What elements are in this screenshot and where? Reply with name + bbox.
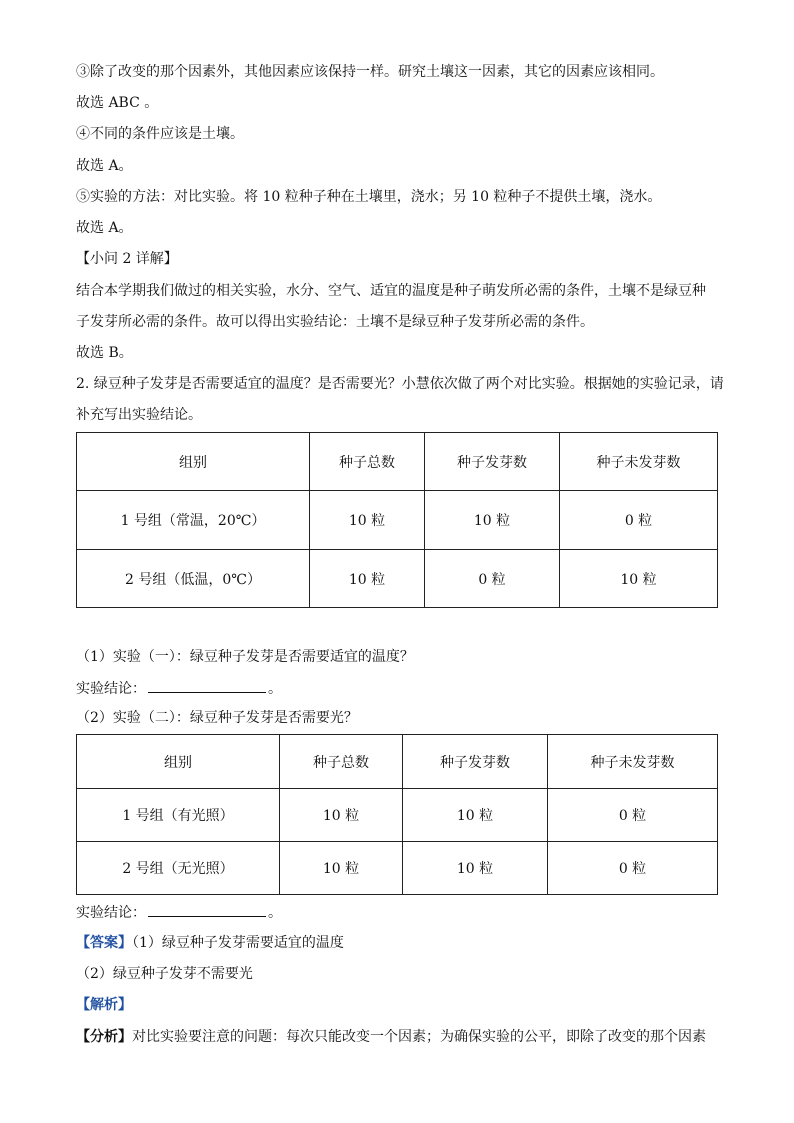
table-cell: 1 号组（常温，20℃）: [77, 491, 310, 550]
table-cell: 10 粒: [403, 842, 548, 895]
conclusion-line: [76, 678, 282, 699]
table-row: [77, 842, 718, 895]
table-cell: 0 粒: [548, 842, 718, 895]
table-header-cell: 种子总数: [280, 735, 403, 789]
conclusion-label: 实验结论：: [76, 681, 146, 697]
period: 。: [268, 681, 282, 697]
table-cell: 0 粒: [560, 491, 718, 550]
answer-blank[interactable]: [148, 902, 266, 917]
text-line: ④不同的条件应该是土壤。: [76, 126, 244, 142]
table-cell: 2 号组（无光照）: [77, 842, 280, 895]
table-cell: 10 粒: [425, 491, 560, 550]
analysis-line: [76, 1027, 706, 1047]
text-line: ⑤实验的方法：对比实验。将 10 粒种子种在土壤里，浇水；另 10 粒种子不提供土壤，浇水。: [76, 189, 662, 205]
table-header-row: [77, 735, 718, 789]
table-cell: 10 粒: [280, 842, 403, 895]
table-header-cell: 组别: [77, 735, 280, 789]
table-cell: 1 号组（有光照）: [77, 789, 280, 842]
answer-line: [76, 933, 344, 953]
period: 。: [268, 905, 282, 921]
table-row: [77, 550, 718, 608]
experiment-table-2: [76, 734, 718, 895]
conclusion-line: [76, 902, 282, 923]
fenxi-tag: 【分析】: [76, 1029, 132, 1045]
analysis-line: [76, 995, 132, 1015]
text-line: 故选 A。: [76, 158, 133, 174]
answer-tag: 【答案】: [76, 935, 132, 951]
table-cell: 10 粒: [280, 789, 403, 842]
table-header-cell: 种子未发芽数: [548, 735, 718, 789]
sub-question: （2）实验（二）：绿豆种子发芽是否需要光？: [76, 710, 358, 726]
table-header-cell: 种子总数: [310, 433, 425, 491]
table-cell: 10 粒: [310, 550, 425, 608]
question-text: 2. 绿豆种子发芽是否需要适宜的温度？是否需要光？小慧依次做了两个对比实验。根据她的实验记录，请: [76, 376, 724, 392]
table-cell: 2 号组（低温，0℃）: [77, 550, 310, 608]
table-header-cell: 种子发芽数: [425, 433, 560, 491]
conclusion-label: 实验结论：: [76, 905, 146, 921]
text-line: 子发芽所必需的条件。故可以得出实验结论：土壤不是绿豆种子发芽所必需的条件。: [76, 314, 594, 330]
answer-blank[interactable]: [148, 678, 266, 693]
table-header-row: [77, 433, 718, 491]
text-line: ③除了改变的那个因素外，其他因素应该保持一样。研究土壤这一因素，其它的因素应该相同。: [76, 64, 664, 80]
table-header-cell: 组别: [77, 433, 310, 491]
analysis-tag: 【解析】: [76, 997, 132, 1013]
table-cell: 10 粒: [560, 550, 718, 608]
text-line: 故选 A。: [76, 220, 133, 236]
answer-text: （2）绿豆种子发芽不需要光: [76, 966, 253, 982]
text-line: 结合本学期我们做过的相关实验，水分、空气、适宜的温度是种子萌发所必需的条件，土壤不是绿豆种: [76, 283, 706, 299]
question-text: 补充写出实验结论。: [76, 407, 202, 423]
table-header-cell: 种子发芽数: [403, 735, 548, 789]
experiment-table-1: [76, 432, 718, 608]
table-cell: 0 粒: [425, 550, 560, 608]
table-cell: 10 粒: [310, 491, 425, 550]
table-row: [77, 789, 718, 842]
sub-question: （1）实验（一）：绿豆种子发芽是否需要适宜的温度？: [76, 649, 414, 665]
table-cell: 0 粒: [548, 789, 718, 842]
text-line: 故选 B。: [76, 345, 133, 361]
table-cell: 10 粒: [403, 789, 548, 842]
table-header-cell: 种子未发芽数: [560, 433, 718, 491]
section-heading: 【小问 2 详解】: [76, 251, 178, 267]
fenxi-text: 对比实验要注意的问题：每次只能改变一个因素；为确保实验的公平，即除了改变的那个因素: [132, 1029, 706, 1045]
text-line: 故选 ABC 。: [76, 95, 159, 111]
table-row: [77, 491, 718, 550]
answer-text: （1）绿豆种子发芽需要适宜的温度: [132, 935, 344, 951]
